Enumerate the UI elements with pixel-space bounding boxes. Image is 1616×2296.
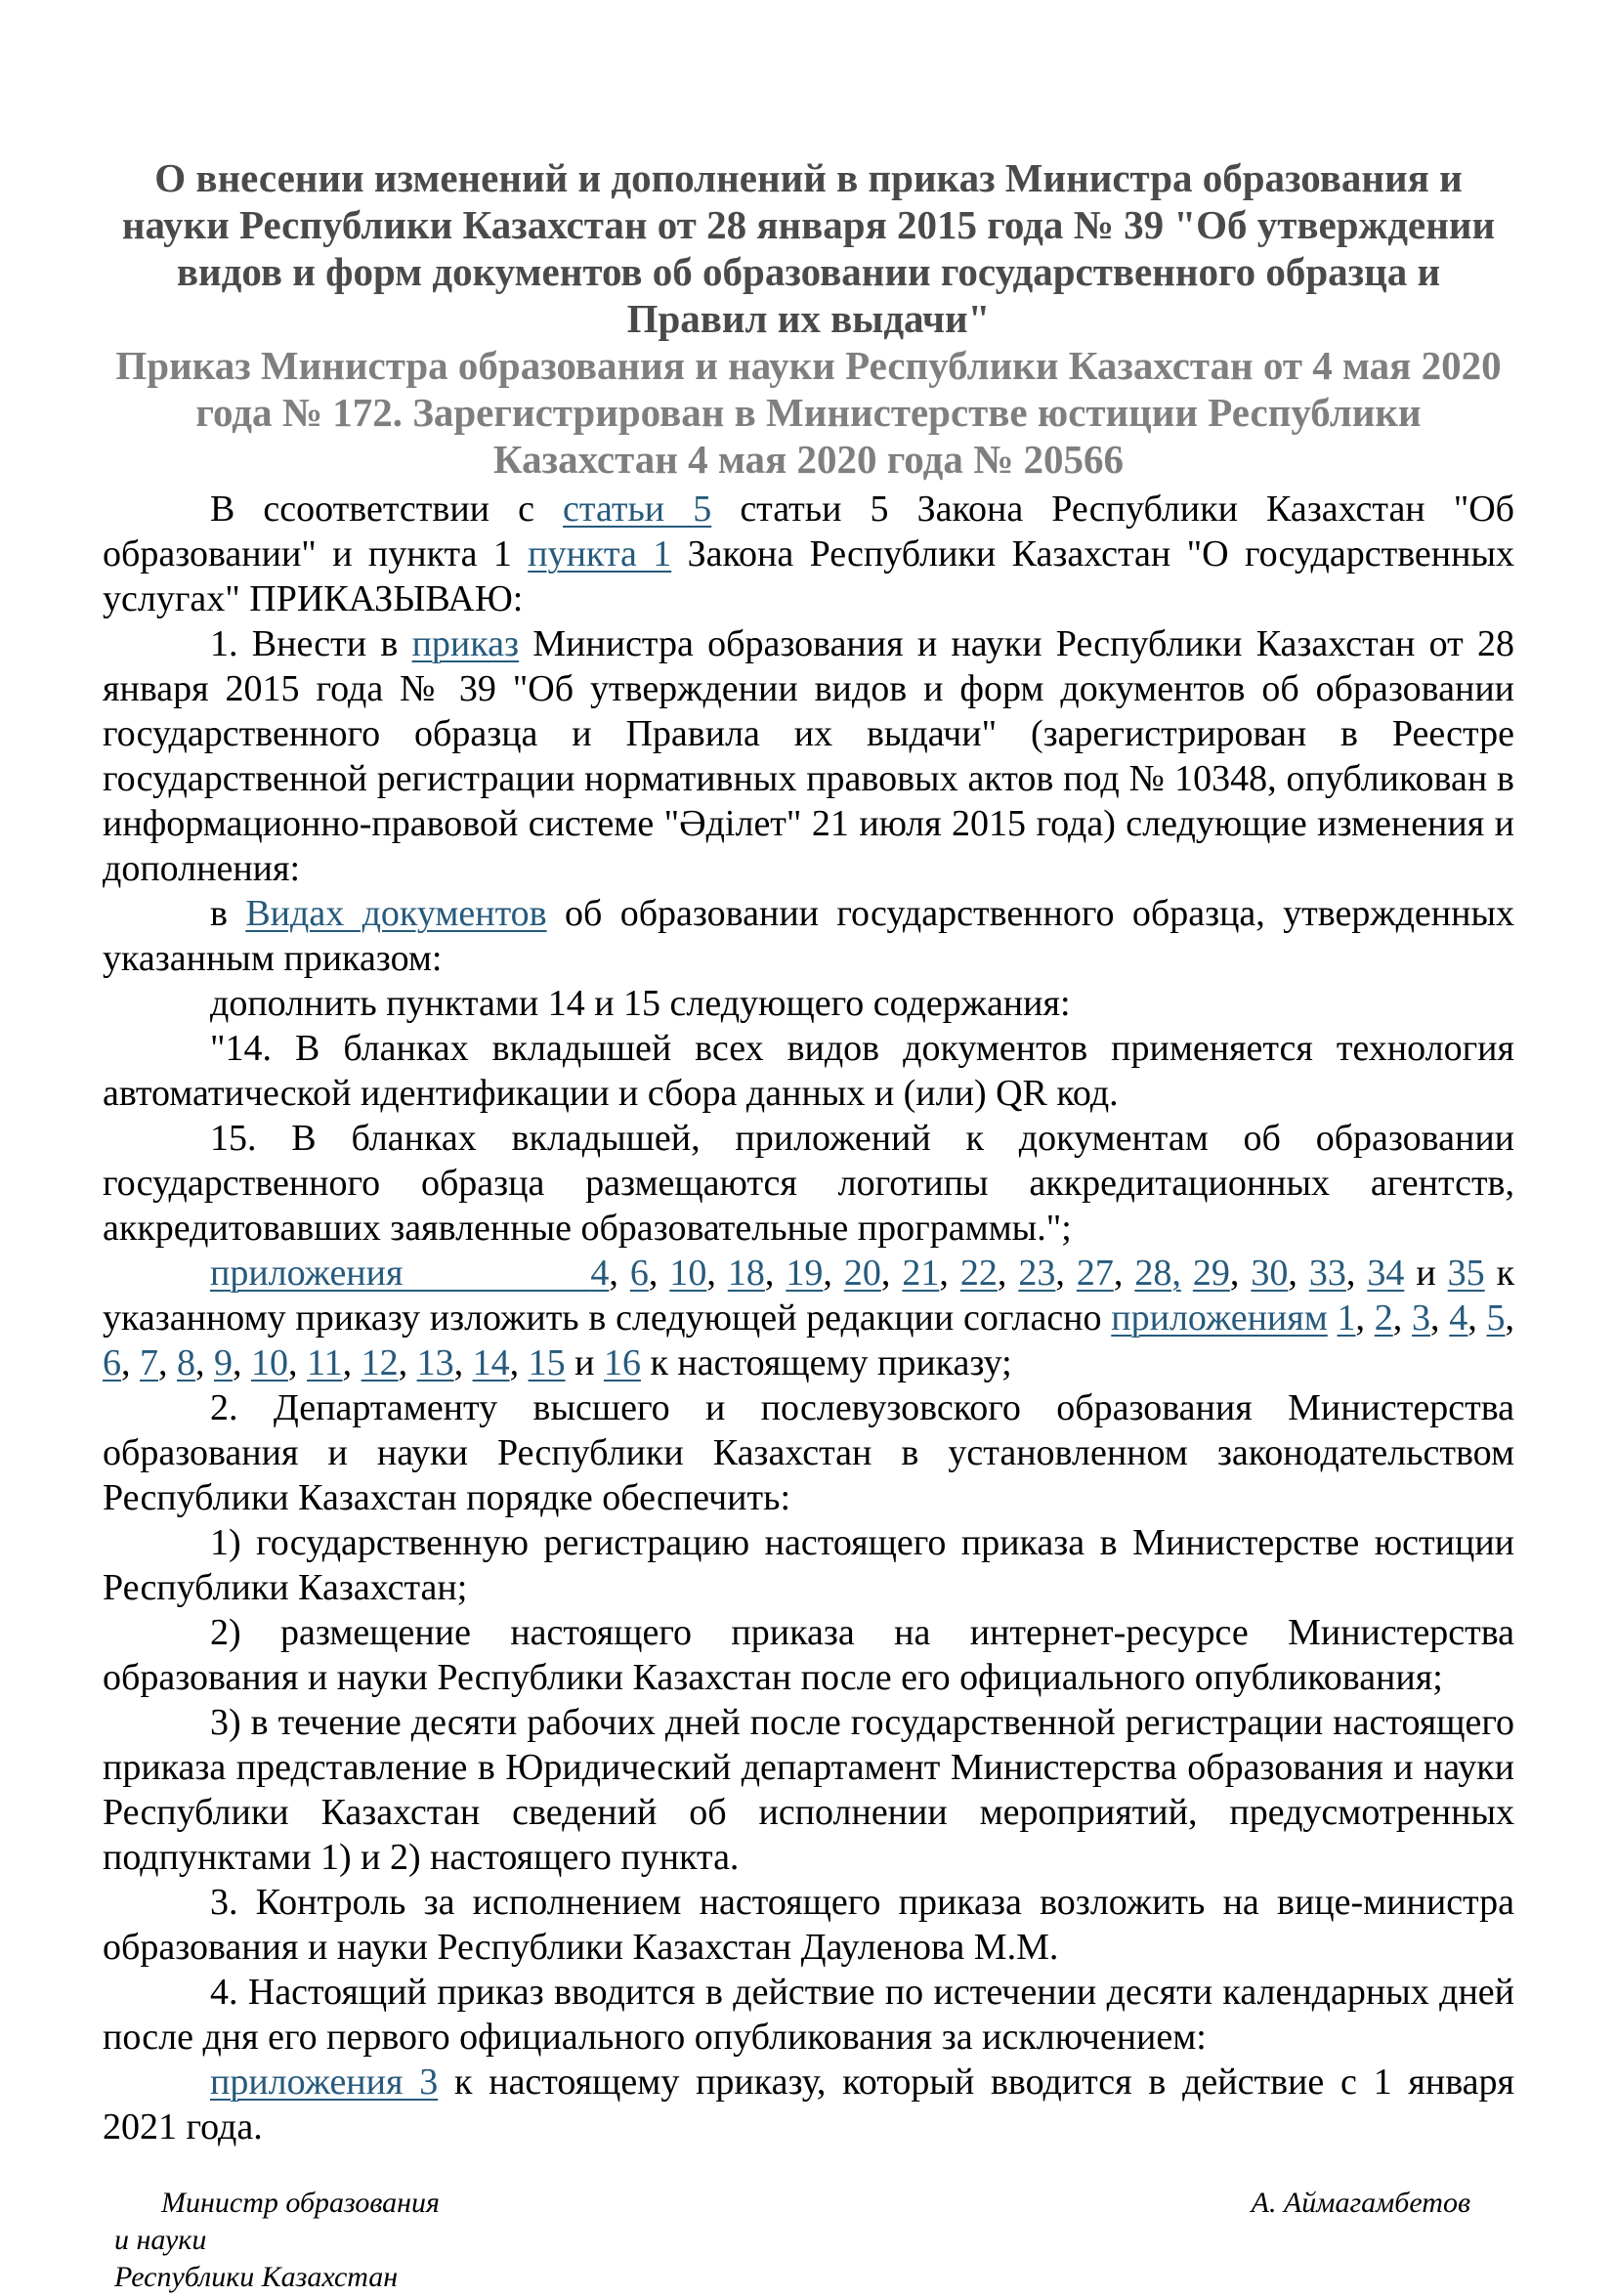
text-run: [1181, 1253, 1193, 1294]
inline-link[interactable]: приказ: [411, 623, 519, 664]
signatory-position-line: Республики Казахстан: [114, 2261, 399, 2293]
text-run: 1) государственную регистрацию настоящего приказа в Министерстве юстиции Республики Казахстан;: [103, 1522, 1514, 1608]
text-run: 2) размещение настоящего приказа на интернет-ресурсе Министерства образования и науки Республики Казахстан после его официального опубликования;: [103, 1612, 1514, 1698]
paragraph: [103, 1520, 1514, 1610]
inline-link[interactable]: 10: [251, 1342, 288, 1383]
text-run: к настоящему приказу, который вводится в действие с 1 января 2021 года.: [103, 2062, 1514, 2147]
text-run: ,: [195, 1342, 214, 1383]
inline-link[interactable]: 16: [603, 1342, 641, 1383]
paragraph: [103, 1116, 1514, 1251]
inline-link[interactable]: приложения 3: [210, 2062, 439, 2103]
link-underline-gap: [403, 1253, 590, 1294]
inline-link[interactable]: 19: [786, 1253, 824, 1294]
text-run: ,: [1113, 1253, 1135, 1294]
text-run: ,: [609, 1253, 630, 1294]
signatory-name: А. Аймагамбетов: [1251, 2187, 1470, 2219]
document-paragraphs: [103, 487, 1514, 2149]
text-run: [1328, 1297, 1338, 1339]
text-run: дополнить пунктами 14 и 15 следующего содержания:: [210, 983, 1071, 1024]
inline-link[interactable]: 23: [1018, 1253, 1056, 1294]
paragraph: [103, 1026, 1514, 1116]
text-run: 3) в течение десяти рабочих дней после государственной регистрации настоящего приказа представление в Юридический департамент Министерства образования и науки Республики Казахстан сведений об исполнении мероприятий, предусмотренных подпунктами 1) и 2) настоящего пункта.: [103, 1702, 1514, 1878]
inline-link[interactable]: 20: [843, 1253, 881, 1294]
paragraph: [103, 487, 1514, 621]
inline-link[interactable]: 10: [669, 1253, 707, 1294]
text-run: ,: [823, 1253, 844, 1294]
inline-link[interactable]: 21: [902, 1253, 940, 1294]
text-run: ,: [648, 1253, 670, 1294]
text-run: Министра образования и науки Республики Казахстан от 28 января 2015 года № 39 "Об утверждении видов и форм документов об образовании государственного образца и Правила их выдачи" (зарегистрирован в Реестре государственной регистрации нормативных правовых актов под № 10348, опубликован в информационно-правовой системе "Әділет" 21 июля 2015 года) следующие изменения и дополнения:: [103, 623, 1514, 889]
inline-link[interactable]: 5: [1486, 1297, 1506, 1339]
inline-link[interactable]: 29: [1192, 1253, 1230, 1294]
text-run: ,: [1229, 1253, 1252, 1294]
paragraph: [103, 1970, 1514, 2060]
text-run: ,: [1355, 1297, 1375, 1339]
paragraph: [103, 891, 1514, 981]
text-run: ,: [342, 1342, 361, 1383]
signatory-position-line: Министр образования: [161, 2187, 440, 2219]
text-run: ,: [1055, 1253, 1077, 1294]
inline-link[interactable]: 27: [1076, 1253, 1114, 1294]
paragraph: [103, 981, 1514, 1026]
inline-link[interactable]: приложениям: [1111, 1297, 1328, 1339]
signatory-position: [114, 2185, 440, 2296]
inline-link[interactable]: 34: [1367, 1253, 1405, 1294]
text-run: ,: [398, 1342, 417, 1383]
text-run: ,: [1467, 1297, 1487, 1339]
document-subtitle: Приказ Министра образования и науки Республики Казахстан от 4 мая 2020 года № 172. Зарегистрирован в Министерстве юстиции Республики Казахстан 4 мая 2020 года № 20566: [115, 343, 1502, 482]
inline-link[interactable]: 33: [1308, 1253, 1346, 1294]
inline-link[interactable]: 6: [629, 1253, 649, 1294]
paragraph: [103, 1610, 1514, 1700]
inline-link[interactable]: 35: [1447, 1253, 1485, 1294]
text-run: к указанному приказу изложить в следующей редакции согласно: [103, 1253, 1515, 1339]
text-run: к настоящему приказу;: [640, 1342, 1012, 1383]
paragraph: [103, 1880, 1514, 1970]
inline-link[interactable]: статьи 5: [563, 489, 712, 530]
text-run: ,: [233, 1342, 251, 1383]
text-run: 15. В бланках вкладышей, приложений к документам об образовании государственного образца размещаются логотипы аккредитационных агентств, аккредитовавших заявленные образовательные программы.";: [103, 1118, 1514, 1249]
inline-link[interactable]: 28,: [1134, 1253, 1181, 1294]
text-run: ,: [509, 1342, 529, 1383]
text-run: 1. Внести в: [210, 623, 412, 664]
signature-block: [103, 2185, 1514, 2296]
text-run: ,: [1505, 1297, 1515, 1339]
inline-link[interactable]: 2: [1374, 1297, 1393, 1339]
text-run: в: [210, 893, 246, 934]
text-run: 2. Департаменту высшего и послевузовского образования Министерства образования и науки Республики Казахстан в установленном законодательством Республики Казахстан порядке обеспечить:: [103, 1387, 1514, 1518]
text-run: ,: [453, 1342, 473, 1383]
inline-link[interactable]: 14: [472, 1342, 510, 1383]
inline-link[interactable]: 3: [1412, 1297, 1431, 1339]
inline-link[interactable]: Видах документов: [245, 893, 547, 934]
inline-link[interactable]: 13: [416, 1342, 454, 1383]
inline-link[interactable]: приложения: [210, 1253, 404, 1294]
text-run: ,: [1288, 1253, 1309, 1294]
inline-link[interactable]: 7: [140, 1342, 158, 1383]
text-run: об образовании государственного образца, утвержденных указанным приказом:: [103, 893, 1514, 979]
text-run: ,: [706, 1253, 728, 1294]
text-run: ,: [997, 1253, 1019, 1294]
text-run: ,: [764, 1253, 787, 1294]
inline-link[interactable]: 6: [103, 1342, 121, 1383]
text-run: ,: [1345, 1253, 1368, 1294]
inline-link[interactable]: 1: [1337, 1297, 1356, 1339]
text-run: ,: [1430, 1297, 1450, 1339]
text-run: 4. Настоящий приказ вводится в действие по истечении десяти календарных дней после дня его первого официального опубликования за исключением:: [103, 1972, 1514, 2058]
inline-link[interactable]: 18: [727, 1253, 765, 1294]
text-run: ,: [880, 1253, 903, 1294]
text-run: и: [1404, 1253, 1448, 1294]
text-run: статьи 5 Закона Республики Казахстан "Об образовании" и пункта 1: [103, 489, 1515, 574]
text-run: ,: [121, 1342, 140, 1383]
text-run: Закона Республики Казахстан "О государственных услугах" ПРИКАЗЫВАЮ:: [103, 533, 1514, 619]
signatory-position-line: и науки: [114, 2224, 207, 2256]
text-run: ,: [1392, 1297, 1413, 1339]
paragraph: [103, 1385, 1514, 1520]
paragraph: [103, 1700, 1514, 1880]
inline-link[interactable]: 9: [214, 1342, 233, 1383]
text-run: "14. В бланках вкладышей всех видов документов применяется технология автоматической идентификации и сбора данных и (или) QR код.: [103, 1028, 1514, 1114]
text-run: 3. Контроль за исполнением настоящего приказа возложить на вице-министра образования и науки Республики Казахстан Дауленова М.М.: [103, 1882, 1514, 1968]
inline-link[interactable]: 22: [959, 1253, 998, 1294]
text-run: ,: [939, 1253, 960, 1294]
inline-link[interactable]: 8: [177, 1342, 195, 1383]
inline-link[interactable]: 15: [528, 1342, 566, 1383]
text-run: ,: [158, 1342, 177, 1383]
text-run: В ссоответствии с: [210, 489, 564, 530]
inline-link[interactable]: 4: [1449, 1297, 1468, 1339]
inline-link[interactable]: 30: [1251, 1253, 1289, 1294]
paragraph: [103, 621, 1514, 891]
inline-link[interactable]: 4: [590, 1253, 610, 1294]
document-title: О внесении изменений и дополнений в приказ Министра образования и науки Республики Казахстан от 28 января 2015 года № 39 "Об утверждении видов и форм документов об образовании государственного образца и Правил их выдачи": [121, 155, 1496, 341]
paragraph: [103, 1251, 1514, 1385]
text-run: и: [565, 1342, 604, 1383]
text-run: ,: [288, 1342, 307, 1383]
inline-link[interactable]: 12: [361, 1342, 399, 1383]
inline-link[interactable]: 11: [307, 1342, 343, 1383]
paragraph: [103, 2060, 1514, 2149]
inline-link[interactable]: пункта 1: [528, 533, 672, 574]
